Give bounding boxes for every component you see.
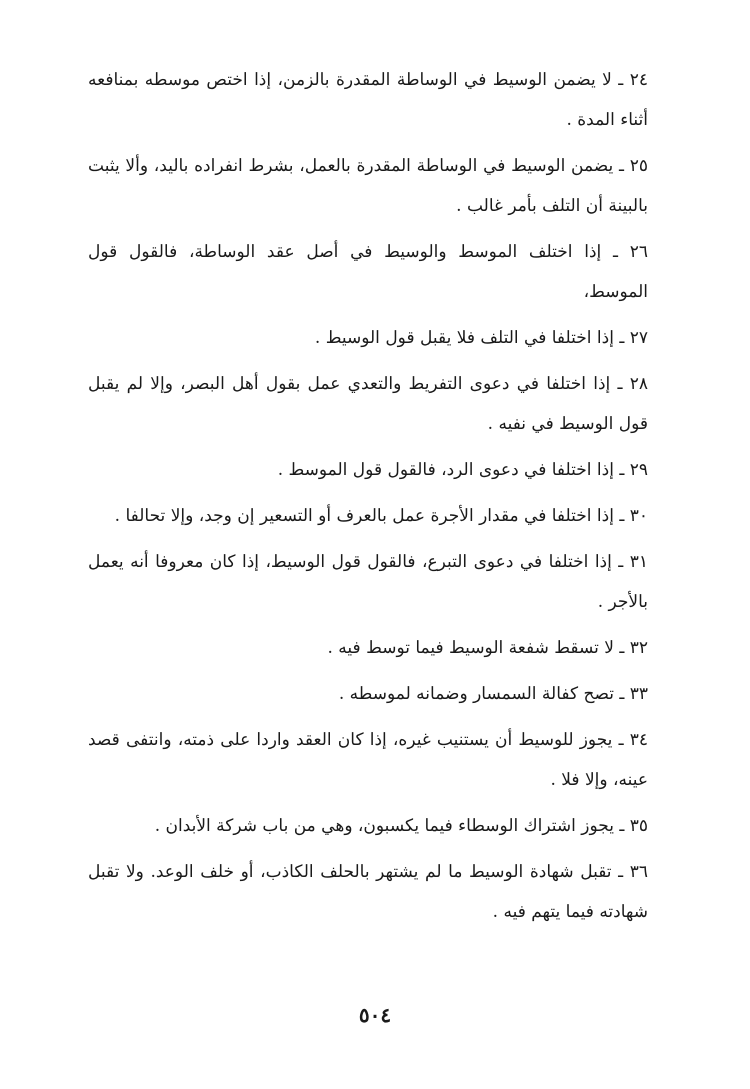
clause-26: ٢٦ ـ إذا اختلف الموسط والوسيط في أصل عقد الوساطة، فالقول قول الموسط، — [88, 242, 648, 302]
clause-35: ٣٥ ـ يجوز اشتراك الوسطاء فيما يكسبون، وهي من باب شركة الأبدان . — [154, 816, 648, 836]
clause-33: ٣٣ ـ تصح كفالة السمسار وضمانه لموسطه . — [338, 684, 648, 704]
clause-31: ٣١ ـ إذا اختلفا في دعوى التبرع، فالقول قول الوسيط، إذا كان معروفا أنه يعمل بالأجر . — [88, 552, 648, 612]
clause-30: ٣٠ ـ إذا اختلفا في مقدار الأجرة عمل بالعرف أو التسعير إن وجد، وإلا تحالفا . — [114, 506, 648, 526]
clause-36: ٣٦ ـ تقبل شهادة الوسيط ما لم يشتهر بالحلف الكاذب، أو خلف الوعد. ولا تقبل شهادته فيما يتهم فيه . — [88, 862, 648, 922]
clause-25: ٢٥ ـ يضمن الوسيط في الوساطة المقدرة بالعمل، بشرط انفراده باليد، وألا يثبت بالبينة أن التلف بأمر غالب . — [88, 156, 648, 216]
clause-28: ٢٨ ـ إذا اختلفا في دعوى التفريط والتعدي عمل بقول أهل البصر، وإلا لم يقبل قول الوسيط في نفيه . — [88, 374, 648, 434]
clause-32: ٣٢ ـ لا تسقط شفعة الوسيط فيما توسط فيه . — [327, 638, 648, 658]
page-number: ٥٠٤ — [358, 1003, 392, 1027]
clause-24: ٢٤ ـ لا يضمن الوسيط في الوساطة المقدرة بالزمن، إذا اختص موسطه بمنافعه أثناء المدة . — [88, 70, 648, 130]
clause-29: ٢٩ ـ إذا اختلفا في دعوى الرد، فالقول قول الموسط . — [277, 460, 648, 480]
clause-27: ٢٧ ـ إذا اختلفا في التلف فلا يقبل قول الوسيط . — [314, 328, 648, 348]
clause-34: ٣٤ ـ يجوز للوسيط أن يستنيب غيره، إذا كان العقد واردا على ذمته، وانتفى قصد عينه، وإلا فلا . — [88, 730, 648, 790]
page-body — [88, 60, 648, 938]
